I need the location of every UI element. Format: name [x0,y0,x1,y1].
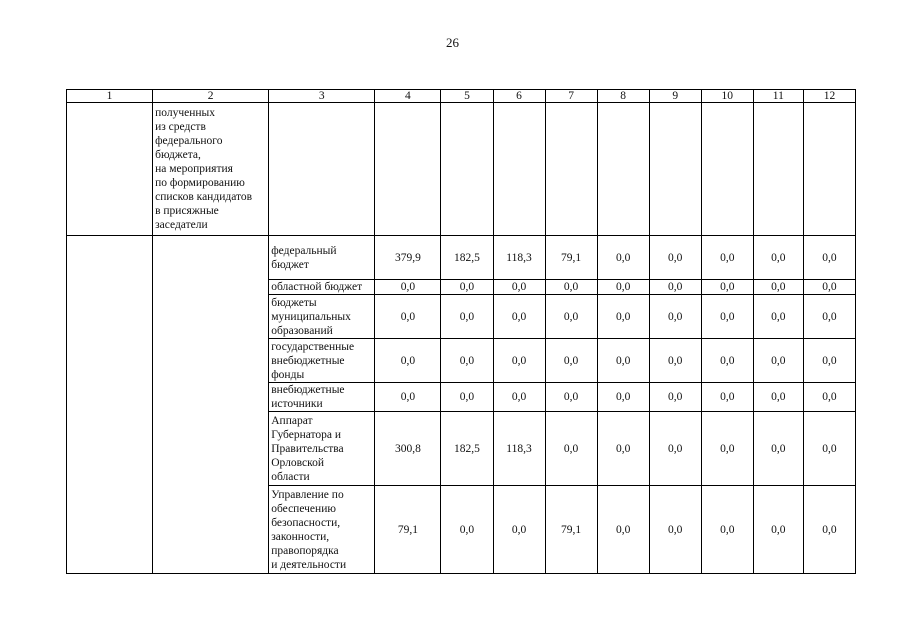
value-cell: 0,0 [493,295,545,339]
table-cell [545,103,597,236]
column-header: 2 [153,90,269,103]
table-cell [375,103,441,236]
value-cell: 0,0 [493,486,545,574]
text-line: бюджеты [271,296,317,309]
value-cell: 182,5 [441,412,493,486]
value-cell: 0,0 [649,236,701,280]
text-line: Орловской [271,456,325,469]
column-header: 5 [441,90,493,103]
funding-source-label [269,412,375,486]
funding-source-label [269,295,375,339]
text-line: областной бюджет [271,281,363,293]
value-cell: 0,0 [649,339,701,383]
text-line: федерального [155,135,223,147]
table-cell [153,236,269,574]
value-cell: 0,0 [701,339,753,383]
funding-source-label [269,486,375,574]
text-line: бюджета, [155,149,201,161]
text-line: списков кандидатов [155,191,253,203]
table-cell [803,103,855,236]
value-cell: 0,0 [753,383,803,412]
value-cell: 379,9 [375,236,441,280]
text-line: Аппарат [271,414,313,427]
value-cell: 0,0 [597,486,649,574]
value-cell: 0,0 [597,412,649,486]
text-line: на мероприятия [155,163,233,175]
value-cell: 0,0 [545,339,597,383]
column-header: 3 [269,90,375,103]
funding-source-rows [67,236,856,574]
value-cell: 0,0 [597,236,649,280]
value-cell: 0,0 [441,295,493,339]
table-cell [441,103,493,236]
text-line: из средств [155,121,206,133]
value-cell: 0,0 [441,280,493,295]
value-cell: 0,0 [493,280,545,295]
funding-source-label [269,383,375,412]
text-line: Управление по [271,488,344,501]
budget-table [66,89,856,574]
value-cell: 182,5 [441,236,493,280]
funding-source-row [67,236,856,280]
column-header: 4 [375,90,441,103]
value-cell: 0,0 [753,280,803,295]
text-line: Губернатора и [271,428,342,441]
value-cell: 300,8 [375,412,441,486]
value-cell: 0,0 [597,383,649,412]
column-header: 8 [597,90,649,103]
value-cell: 0,0 [375,295,441,339]
page-number: 26 [446,35,459,50]
value-cell: 79,1 [375,486,441,574]
text-line: внебюджетные [271,354,345,367]
value-cell: 0,0 [803,412,855,486]
table-cell [753,103,803,236]
column-header: 1 [67,90,153,103]
table-cell [493,103,545,236]
value-cell: 0,0 [753,295,803,339]
value-cell: 0,0 [375,383,441,412]
value-cell: 0,0 [803,280,855,295]
value-cell: 0,0 [701,236,753,280]
value-cell: 0,0 [597,339,649,383]
table-cell [67,103,153,236]
value-cell: 0,0 [701,280,753,295]
value-cell: 0,0 [441,486,493,574]
text-line: источники [271,398,323,410]
text-line: фонды [271,368,305,381]
value-cell: 0,0 [701,486,753,574]
text-line: безопасности, [271,516,341,529]
text-line: правопорядка [271,544,339,557]
table-cell [597,103,649,236]
value-cell: 0,0 [441,339,493,383]
value-cell: 0,0 [701,412,753,486]
value-cell: 0,0 [649,295,701,339]
value-cell: 0,0 [545,412,597,486]
value-cell: 0,0 [545,295,597,339]
value-cell: 0,0 [701,383,753,412]
value-cell: 0,0 [803,486,855,574]
value-cell: 0,0 [803,383,855,412]
funding-source-label [269,236,375,280]
event-description-row [67,103,856,236]
value-cell: 0,0 [803,236,855,280]
column-header: 12 [803,90,855,103]
text-line: образований [271,324,333,337]
text-line: по формированию [155,177,245,189]
value-cell: 79,1 [545,236,597,280]
text-line: федеральный [271,244,337,257]
column-header: 10 [701,90,753,103]
value-cell: 0,0 [701,295,753,339]
text-line: в присяжные [155,205,219,217]
event-description-cell [153,103,269,236]
value-cell: 0,0 [649,486,701,574]
value-cell: 0,0 [649,280,701,295]
value-cell: 0,0 [803,295,855,339]
column-header: 9 [649,90,701,103]
value-cell: 0,0 [597,280,649,295]
value-cell: 0,0 [753,412,803,486]
value-cell: 79,1 [545,486,597,574]
column-header: 6 [493,90,545,103]
value-cell: 0,0 [753,339,803,383]
text-line: полученных [155,107,216,119]
text-line: заседатели [155,219,208,231]
text-line: законности, [271,530,330,543]
value-cell: 0,0 [753,236,803,280]
value-cell: 0,0 [545,383,597,412]
value-cell: 0,0 [493,339,545,383]
value-cell: 0,0 [375,280,441,295]
table-cell [67,236,153,574]
text-line: государственные [271,340,355,353]
value-cell: 0,0 [375,339,441,383]
column-number-row [67,90,856,103]
value-cell: 0,0 [649,383,701,412]
funding-source-label [269,339,375,383]
value-cell: 118,3 [493,236,545,280]
value-cell: 0,0 [649,412,701,486]
value-cell: 0,0 [545,280,597,295]
table-cell [649,103,701,236]
text-line: муниципальных [271,310,351,323]
value-cell: 0,0 [803,339,855,383]
funding-source-label [269,280,375,295]
table-cell [269,103,375,236]
value-cell: 0,0 [441,383,493,412]
column-header: 7 [545,90,597,103]
column-header: 11 [753,90,803,103]
text-line: области [271,470,310,483]
text-line: внебюджетные [271,384,345,396]
text-line: обеспечению [271,502,336,515]
text-line: Правительства [271,442,344,455]
text-line: и деятельности [271,558,347,571]
table-cell [701,103,753,236]
value-cell: 0,0 [493,383,545,412]
value-cell: 118,3 [493,412,545,486]
value-cell: 0,0 [597,295,649,339]
value-cell: 0,0 [753,486,803,574]
text-line: бюджет [271,258,309,271]
